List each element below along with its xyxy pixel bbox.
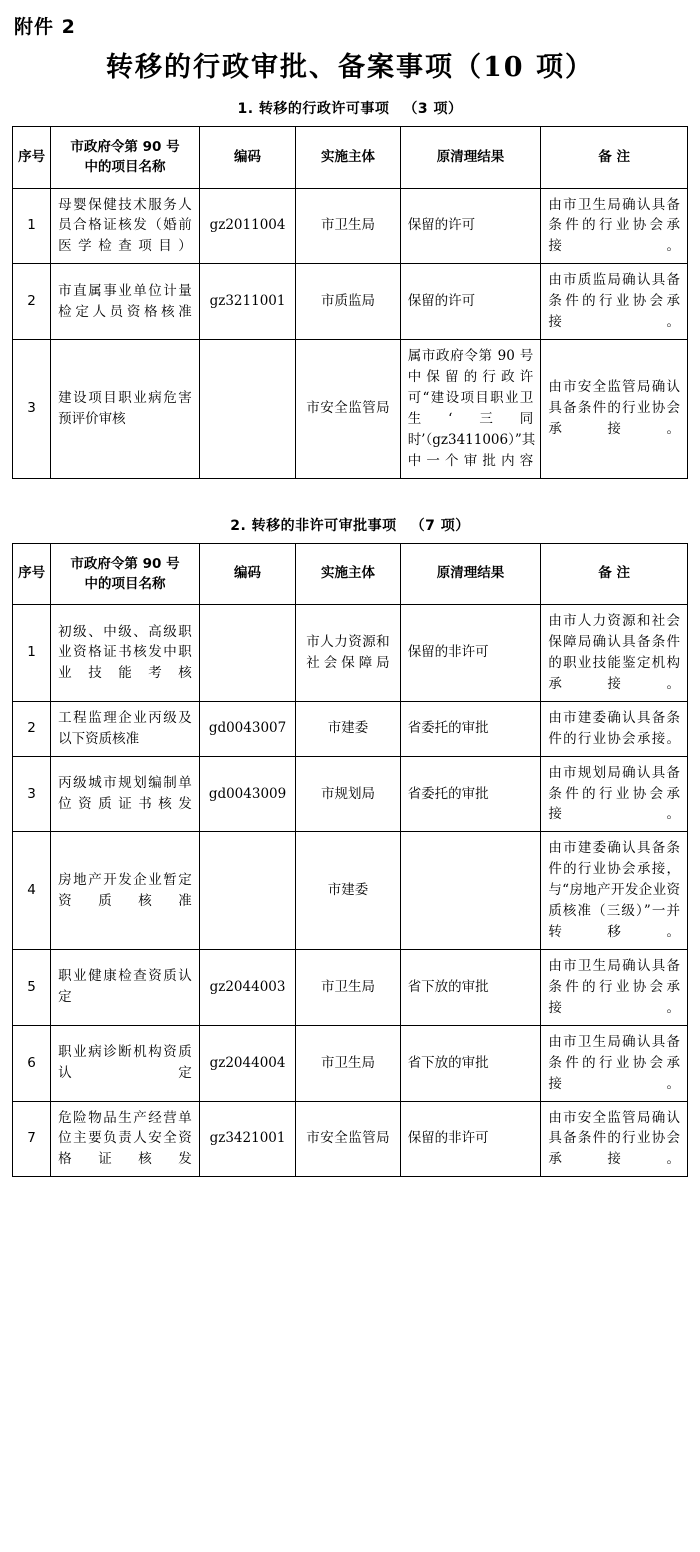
cell-code: gz2011004	[199, 188, 295, 264]
cell-no: 4	[13, 832, 51, 950]
cell-remark: 由市规划局确认具备条件的行业协会承接。	[541, 756, 688, 832]
cell-remark: 由市安全监管局确认具备条件的行业协会承接。	[541, 1101, 688, 1177]
header-no: 序号	[13, 127, 51, 189]
section-2-count: （7 项）	[410, 517, 470, 534]
cell-subject: 市规划局	[296, 756, 400, 832]
table-row	[13, 605, 688, 702]
table-header-row	[13, 543, 688, 605]
cell-result: 属市政府令第 90 号中保留的行政许可“建设项目职业卫生‘三同时’（gz3411006）”其中一个审批内容	[400, 340, 541, 479]
cell-remark: 由市安全监管局确认具备条件的行业协会承接。	[541, 340, 688, 479]
cell-result: 保留的非许可	[400, 605, 541, 702]
header-result: 原清理结果	[400, 543, 541, 605]
attachment-label: 附件 2	[14, 16, 76, 38]
cell-code: gz3421001	[199, 1101, 295, 1177]
cell-subject: 市卫生局	[296, 949, 400, 1025]
cell-project-name: 房地产开发企业暂定资质核准	[51, 832, 200, 950]
cell-code: gd0043007	[199, 701, 295, 756]
header-project-name	[51, 543, 200, 605]
cell-result: 省委托的审批	[400, 701, 541, 756]
cell-project-name: 初级、中级、高级职业资格证书核发中职业技能考核	[51, 605, 200, 702]
cell-no: 7	[13, 1101, 51, 1177]
cell-subject: 市人力资源和社会保障局	[296, 605, 400, 702]
table-row	[13, 756, 688, 832]
cell-project-name: 危险物品生产经营单位主要负责人安全资格证核发	[51, 1101, 200, 1177]
cell-result: 省下放的审批	[400, 1025, 541, 1101]
cell-no: 3	[13, 340, 51, 479]
header-project-name-line1: 市政府令第 90 号	[70, 555, 180, 572]
cell-project-name: 职业病诊断机构资质认定	[51, 1025, 200, 1101]
cell-subject: 市安全监管局	[296, 1101, 400, 1177]
section-1-count: （3 项）	[403, 101, 463, 117]
cell-no: 3	[13, 756, 51, 832]
header-project-name-line2: 中的项目名称	[84, 159, 166, 176]
cell-result: 保留的许可	[400, 188, 541, 264]
table-row	[13, 1025, 688, 1101]
table-row	[13, 949, 688, 1025]
table-licensing-items	[12, 126, 688, 479]
cell-project-name: 职业健康检查资质认定	[51, 949, 200, 1025]
cell-no: 1	[13, 605, 51, 702]
cell-subject: 市卫生局	[296, 188, 400, 264]
table-row	[13, 188, 688, 264]
header-code: 编码	[199, 127, 295, 189]
section-title-2	[12, 515, 688, 535]
cell-code: gz3211001	[199, 264, 295, 340]
cell-code	[199, 605, 295, 702]
cell-result: 省委托的审批	[400, 756, 541, 832]
cell-project-name: 母婴保健技术服务人员合格证核发（婚前医学检查项目）	[51, 188, 200, 264]
cell-no: 5	[13, 949, 51, 1025]
table-row	[13, 832, 688, 950]
table-row	[13, 264, 688, 340]
cell-remark: 由市建委确认具备条件的行业协会承接。	[541, 701, 688, 756]
cell-project-name: 工程监理企业丙级及以下资质核准	[51, 701, 200, 756]
cell-no: 2	[13, 701, 51, 756]
cell-project-name: 建设项目职业病危害预评价审核	[51, 340, 200, 479]
cell-subject: 市建委	[296, 701, 400, 756]
table-row	[13, 701, 688, 756]
table-row	[13, 340, 688, 479]
cell-result: 保留的许可	[400, 264, 541, 340]
header-project-name	[51, 127, 200, 189]
header-subject: 实施主体	[296, 127, 400, 189]
cell-project-name: 市直属事业单位计量检定人员资格核准	[51, 264, 200, 340]
table-header-row	[13, 127, 688, 189]
cell-result: 保留的非许可	[400, 1101, 541, 1177]
cell-subject: 市卫生局	[296, 1025, 400, 1101]
cell-code: gd0043009	[199, 756, 295, 832]
cell-subject: 市安全监管局	[296, 340, 400, 479]
header-project-name-line2: 中的项目名称	[84, 575, 166, 592]
cell-project-name: 丙级城市规划编制单位资质证书核发	[51, 756, 200, 832]
table-row	[13, 1101, 688, 1177]
page-title: 转移的行政审批、备案事项（10 项）	[106, 52, 594, 83]
cell-code	[199, 832, 295, 950]
cell-subject: 市建委	[296, 832, 400, 950]
cell-code	[199, 340, 295, 479]
cell-no: 1	[13, 188, 51, 264]
cell-remark: 由市卫生局确认具备条件的行业协会承接。	[541, 949, 688, 1025]
cell-no: 6	[13, 1025, 51, 1101]
header-subject: 实施主体	[296, 543, 400, 605]
header-no: 序号	[13, 543, 51, 605]
cell-result: 省下放的审批	[400, 949, 541, 1025]
cell-code: gz2044004	[199, 1025, 295, 1101]
header-result: 原清理结果	[400, 127, 541, 189]
section-title-1	[12, 98, 688, 118]
section-2-label: 2. 转移的非许可审批事项	[230, 517, 397, 534]
cell-remark: 由市质监局确认具备条件的行业协会承接。	[541, 264, 688, 340]
section-1-label: 1. 转移的行政许可事项	[237, 101, 390, 117]
section-spacer	[12, 479, 688, 505]
table-non-licensing-items	[12, 543, 688, 1178]
header-remark: 备 注	[541, 127, 688, 189]
cell-result	[400, 832, 541, 950]
cell-remark: 由市人力资源和社会保障局确认具备条件的职业技能鉴定机构承接。	[541, 605, 688, 702]
header-remark: 备 注	[541, 543, 688, 605]
header-project-name-line1: 市政府令第 90 号	[70, 139, 180, 155]
cell-code: gz2044003	[199, 949, 295, 1025]
cell-subject: 市质监局	[296, 264, 400, 340]
cell-remark: 由市建委确认具备条件的行业协会承接，与“房地产开发企业资质核准（三级）”一并转移。	[541, 832, 688, 950]
cell-no: 2	[13, 264, 51, 340]
cell-remark: 由市卫生局确认具备条件的行业协会承接。	[541, 188, 688, 264]
header-code: 编码	[199, 543, 295, 605]
cell-remark: 由市卫生局确认具备条件的行业协会承接。	[541, 1025, 688, 1101]
